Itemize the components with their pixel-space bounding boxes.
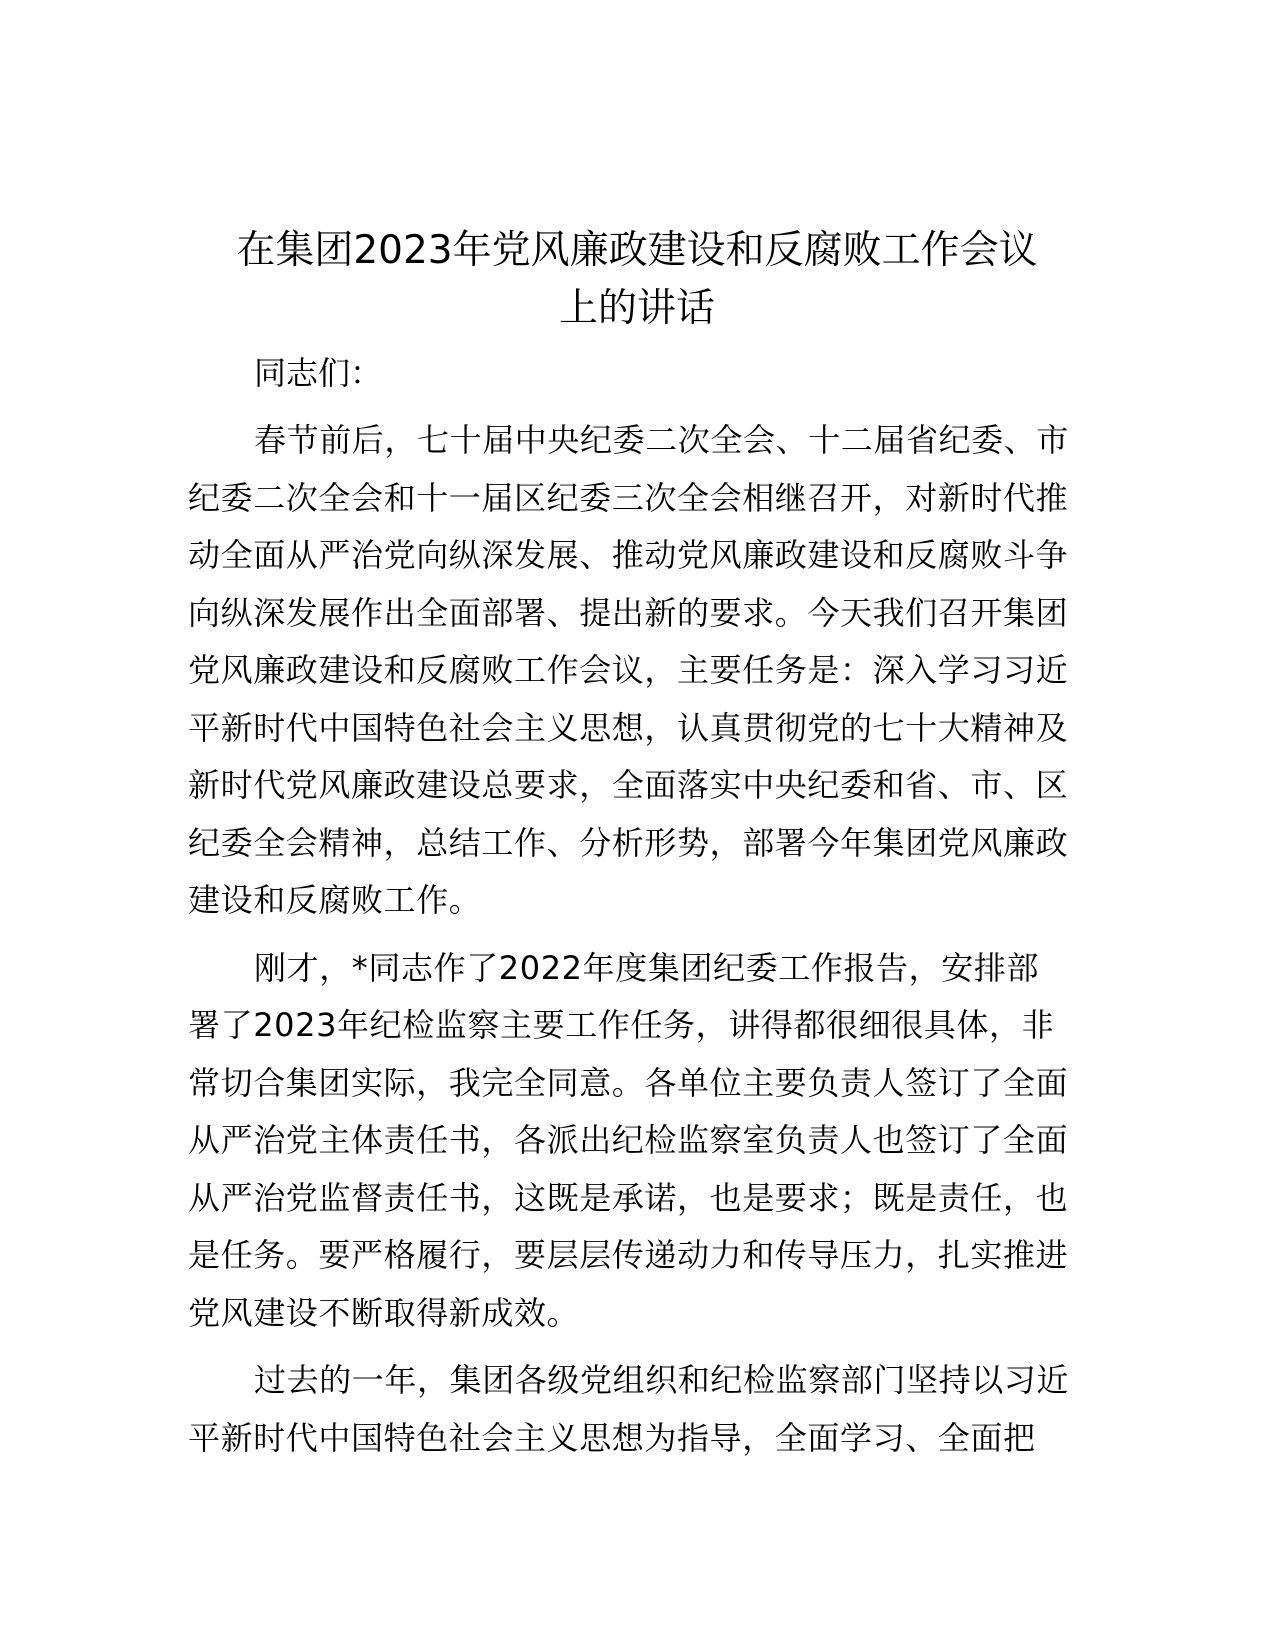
paragraph-line: 党风廉政建设和反腐败工作会议，主要任务是：深入学习习近 <box>188 651 1069 689</box>
document-title <box>188 222 1086 338</box>
paragraph-line: 过去的一年，集团各级党组织和纪检监察部门坚持以习近 <box>254 1361 1070 1399</box>
paragraph-line: 党风建设不断取得新成效。 <box>188 1293 580 1332</box>
salutation: 同志们： <box>254 354 383 392</box>
paragraph-line: 向纵深发展作出全面部署、提出新的要求。今天我们召开集团 <box>188 593 1069 632</box>
paragraph-line: 动全面从严治党向纵深发展、推动党风廉政建设和反腐败斗争 <box>188 536 1069 574</box>
paragraph-line: 纪委全会精神，总结工作、分析形势，部署今年集团党风廉政 <box>188 823 1069 862</box>
paragraph-line: 是任务。要严格履行，要层层传递动力和传导压力，扎实推进 <box>188 1236 1069 1274</box>
paragraph-line: 从严治党监督责任书，这既是承诺，也是要求；既是责任，也 <box>188 1178 1069 1217</box>
paragraph-line: 春节前后，七十届中央纪委二次全会、十二届省纪委、市 <box>254 421 1070 459</box>
title-line-2: 上的讲话 <box>558 286 715 331</box>
paragraph-1 <box>188 412 1086 930</box>
paragraph-line: 新时代党风廉政建设总要求，全面落实中央纪委和省、市、区 <box>188 766 1069 804</box>
paragraph-line: 从严治党主体责任书，各派出纪检监察室负责人也签订了全面 <box>188 1121 1069 1159</box>
paragraph-line: 纪委二次全会和十一届区纪委三次全会相继召开，对新时代推 <box>188 478 1069 517</box>
paragraph-line: 常切合集团实际，我完全同意。各单位主要负责人签订了全面 <box>188 1063 1069 1102</box>
paragraph-line: 平新时代中国特色社会主义思想，认真贯彻党的七十大精神及 <box>188 708 1069 747</box>
paragraph-line: 刚才，*同志作了2022年度集团纪委工作报告，安排部 <box>254 948 1040 987</box>
paragraph-line: 平新时代中国特色社会主义思想为指导，全面学习、全面把 <box>188 1418 1036 1457</box>
document-content <box>188 222 1086 1467</box>
paragraph-line: 署了2023年纪检监察主要工作任务，讲得都很细很具体，非 <box>188 1006 1055 1044</box>
paragraph-3 <box>188 1352 1086 1467</box>
title-line-1: 在集团2023年党风廉政建设和反腐败工作会议 <box>236 228 1038 273</box>
paragraph-2 <box>188 940 1086 1343</box>
paragraph-line: 建设和反腐败工作。 <box>188 881 482 919</box>
